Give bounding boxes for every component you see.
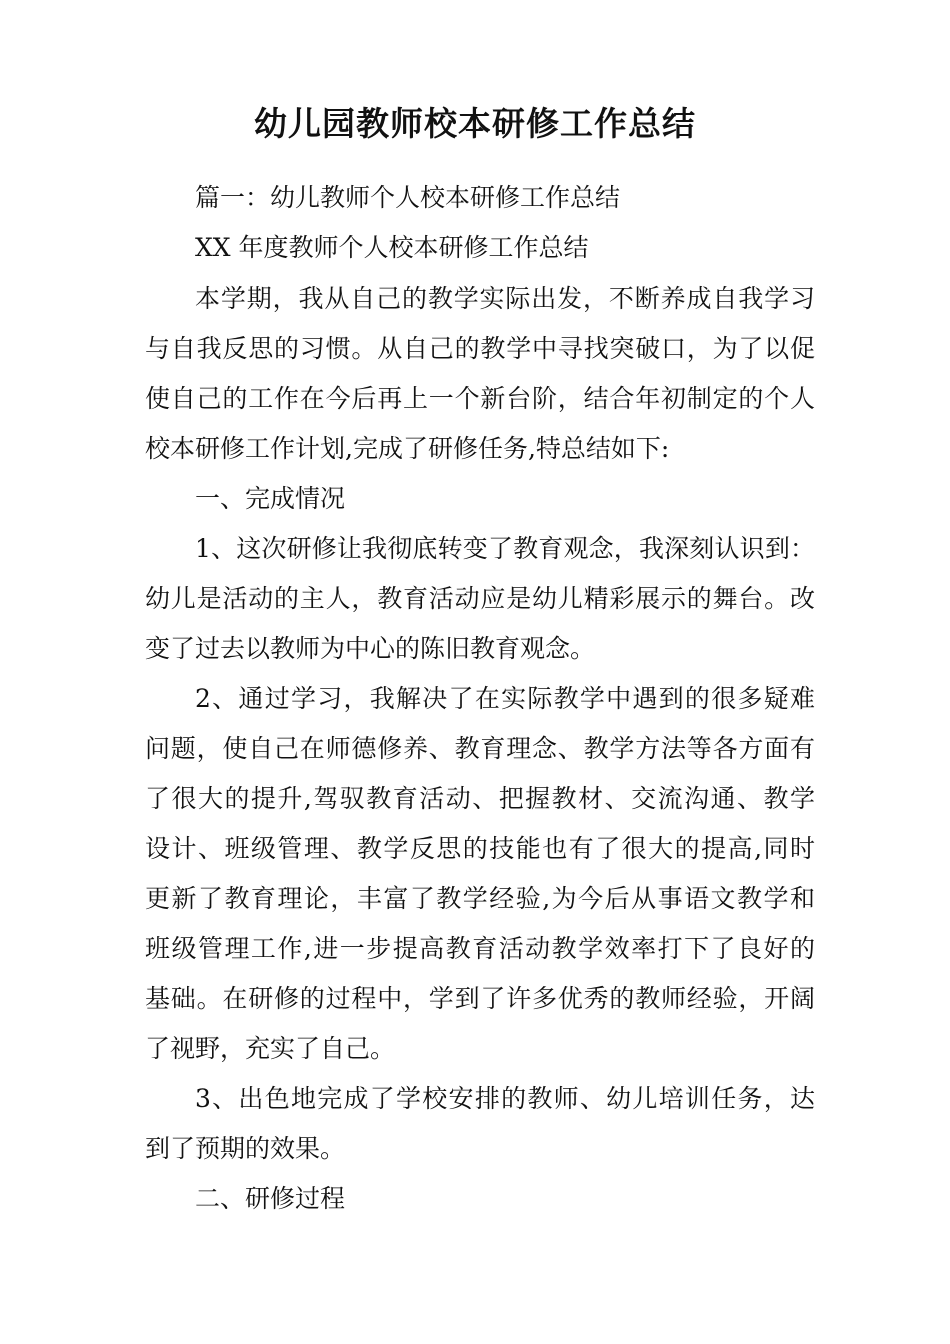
section-heading-article-one: 篇一：幼儿教师个人校本研修工作总结 (195, 183, 621, 212)
paragraph-line: 与自我反思的习惯。从自己的教学中寻找突破口，为了以促 (145, 334, 815, 363)
paragraph-line: 本学期，我从自己的教学实际出发，不断养成自我学习 (195, 284, 815, 313)
paragraph-line: 到了预期的效果。 (145, 1134, 346, 1163)
section-heading-completion: 一、完成情况 (195, 484, 346, 513)
paragraph-line: 基础。在研修的过程中，学到了许多优秀的教师经验，开阔 (145, 984, 815, 1013)
paragraph-line: 问题，使自己在师德修养、教育理念、教学方法等各方面有 (145, 734, 815, 763)
paragraph-line: 使自己的工作在今后再上一个新台阶，结合年初制定的个人 (145, 384, 815, 413)
document-title: 幼儿园教师校本研修工作总结 (254, 104, 696, 143)
paragraph-line: 幼儿是活动的主人，教育活动应是幼儿精彩展示的舞台。改 (145, 584, 815, 613)
subtitle-line: XX 年度教师个人校本研修工作总结 (195, 233, 589, 262)
paragraph-line: 3、出色地完成了学校安排的教师、幼儿培训任务，达 (195, 1084, 815, 1113)
paragraph-line: 班级管理工作,进一步提高教育活动教学效率打下了良好的 (145, 934, 815, 963)
paragraph-line: 了很大的提升,驾驭教育活动、把握教材、交流沟通、教学 (145, 784, 815, 813)
paragraph-line: 更新了教育理论，丰富了教学经验,为今后从事语文教学和 (145, 884, 815, 913)
paragraph-line: 变了过去以教师为中心的陈旧教育观念。 (145, 634, 596, 663)
paragraph-line: 校本研修工作计划,完成了研修任务,特总结如下: (145, 434, 670, 463)
paragraph-line: 2、通过学习，我解决了在实际教学中遇到的很多疑难 (195, 684, 815, 713)
paragraph-line: 1、这次研修让我彻底转变了教育观念，我深刻认识到： (195, 534, 815, 563)
section-heading-process: 二、研修过程 (195, 1184, 346, 1213)
paragraph-line: 了视野，充实了自己。 (145, 1034, 396, 1063)
paragraph-line: 设计、班级管理、教学反思的技能也有了很大的提高,同时 (145, 834, 815, 863)
